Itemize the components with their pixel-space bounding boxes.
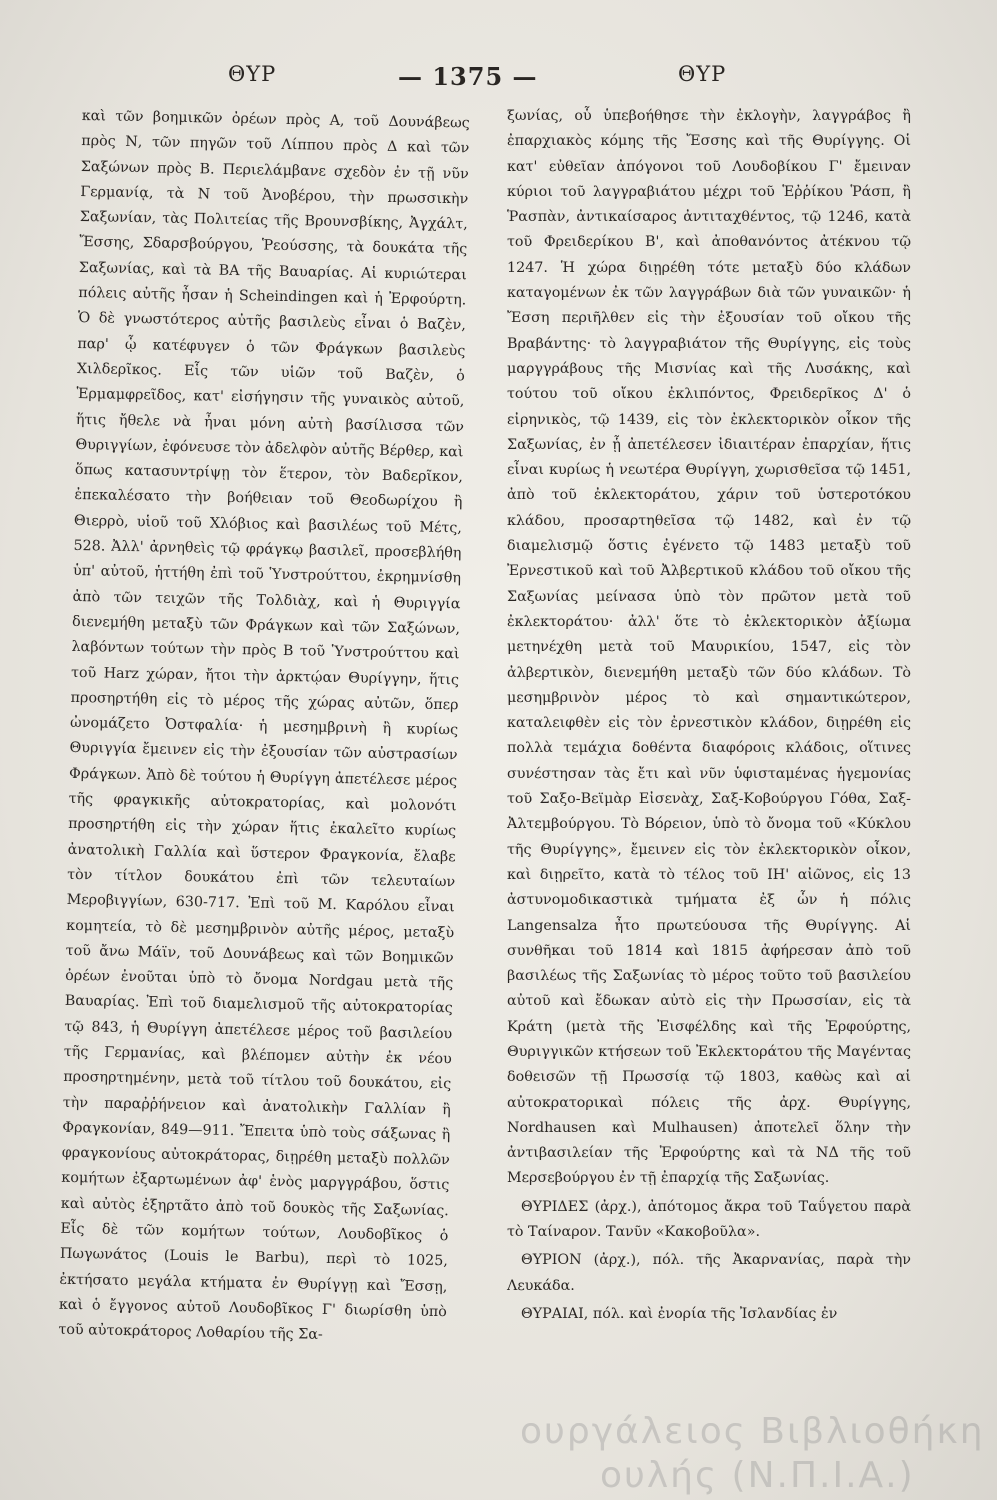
left-column xyxy=(58,104,470,1351)
page-header xyxy=(0,62,997,98)
page-number: — 1375 — xyxy=(398,62,538,91)
right-column xyxy=(507,104,911,1327)
running-head-left: ΘΥΡ xyxy=(228,62,277,86)
left-column-text: καὶ τῶν βοημικῶν ὀρέων πρὸς Α, τοῦ Δουνάβεως πρὸς Ν, τῶν πηγῶν τοῦ Λίππου πρὸς Δ καὶ τῶν Σαξώνων πρὸς Β. Περιελάμβανε σχεδὸν ἐν τῇ νῦν Γερμανίᾳ, τὰ Ν τοῦ Ἀνοβέρου, τὴν πρωσσικὴν Σαξωνίαν, τὰς Πολιτείας τῆς Βρουνσβίκης, Ἀγχάλτ, Ἔσσης, Σδαρσβούργου, Ῥεούσσης, τὰ δουκάτα τῆς Σαξωνίας, καὶ τὰ ΒΑ τῆς Βαυαρίας. Αἱ κυριώτεραι πόλεις αὐτῆς ἦσαν ἡ Scheindingen καὶ ἡ Ἐρφούρτη. Ὁ δὲ γνωστότερος αὐτῆς βασιλεὺς εἶναι ὁ Βαζὲν, παρ' ᾧ κατέφυγεν ὁ τῶν Φράγκων βασιλεὺς Χιλδερῖκος. Εἷς τῶν υἱῶν τοῦ Βαζὲν, ὁ Ἑρμαμφρεῖδος, κατ' εἰσήγησιν τῆς γυναικὸς αὐτοῦ, ἥτις ἤθελε νὰ ἦναι μόνη αὐτὴ βασίλισσα τῶν Θυριγγίων, ἐφόνευσε τὸν ἀδελφὸν αὐτῆς Βέρθερ, καὶ ὅπως κατασυντρίψῃ τὸν ἕτερον, τὸν Βαδερῖκον, ἐπεκαλέσατο τὴν βοήθειαν τοῦ Θεοδωρίχου ἢ Θιερρὸ, υἱοῦ τοῦ Χλόβιος καὶ βασιλέως τοῦ Μέτς, 528. Ἀλλ' ἀρνηθεὶς τῷ φράγκῳ βασιλεῖ, προσεβλήθη ὑπ' αὐτοῦ, ἡττήθη ἐπὶ τοῦ Ὑνστρούττου, ἐκρημνίσθη ἀπὸ τῶν τειχῶν τῆς Τολδιὰχ, καὶ ἡ Θυριγγία διενεμήθη μεταξὺ τῶν Φράγκων καὶ τῶν Σαξώνων, λαβόντων τούτων τὴν πρὸς Β τοῦ Ὑνστρούττου καὶ τοῦ Harz χώραν, ἤτοι τὴν ἀρκτῴαν Θυρίγγην, ἥτις προσηρτήθη εἰς τὸ μέρος τῆς χώρας αὐτῶν, ὅπερ ὠνομάζετο Ὀστφαλία· ἡ μεσημβρινὴ ἢ κυρίως Θυριγγία ἔμεινεν εἰς τὴν ἐξουσίαν τῶν αὐστρασίων Φράγκων. Ἀπὸ δὲ τούτου ἡ Θυρίγγη ἀπετέλεσε μέρος τῆς φραγκικῆς αὐτοκρατορίας, καὶ μολονότι προσηρτήθη εἰς τὴν χώραν ἥτις ἐκαλεῖτο κυρίως ἀνατολικὴ Γαλλία καὶ ὕστερον Φραγκονία, ἔλαβε τὸν τίτλον δουκάτου ἐπὶ τῶν τελευταίων Μεροβιγγίων, 630-717. Ἐπὶ τοῦ Μ. Καρόλου εἶναι κομητεία, τὸ δὲ μεσημβρινὸν αὐτῆς μέρος, μεταξὺ τοῦ ἄνω Μάϊν, τοῦ Δουνάβεως καὶ τῶν Βοημικῶν ὀρέων ἐνοῦται ὑπὸ τὸ ὄνομα Nordgau μετὰ τῆς Βαυαρίας. Ἐπὶ τοῦ διαμελισμοῦ τῆς αὐτοκρατορίας τῷ 843, ἡ Θυρίγγη ἀπετέλεσε μέρος τοῦ βασιλείου τῆς Γερμανίας, καὶ βλέπομεν αὐτὴν ἐκ νέου προσηρτημένην, μετὰ τοῦ τίτλου τοῦ δουκάτου, εἰς τὴν παραῤῥήνειον καὶ ἀνατολικὴν Γαλλίαν ἢ Φραγκονίαν, 849—911. Ἔπειτα ὑπὸ τοὺς σάξωνας ἢ φραγκονίους αὐτοκράτορας, διῃρέθη μεταξὺ πολλῶν κομήτων ἐξαρτωμένων ἀφ' ἑνὸς μαργγράβου, ὅστις καὶ αὐτὸς ἐξηρτᾶτο ἀπὸ τοῦ δουκὸς τῆς Σαξωνίας. Εἷς δὲ τῶν κομήτων τούτων, Λουδοβῖκος ὁ Πωγωνάτος (Louis le Barbu), περὶ τὸ 1025, ἐκτήσατο μεγάλα κτήματα ἐν Θυρίγγῃ καὶ Ἔσσῃ, καὶ ὁ ἔγγονος αὐτοῦ Λουδοβῖκος Γ' διωρίσθη ὑπὸ τοῦ αὐτοκράτορος Λοθαρίου τῆς Σα- xyxy=(58,107,470,1344)
entry-thyrides: ΘΥΡΙΔΕΣ (ἀρχ.), ἀπότομος ἄκρα τοῦ Ταΰγετου παρὰ τὸ Ταίναρον. Τανῦν «Κακοβοῦλα». xyxy=(507,1198,911,1241)
library-watermark xyxy=(520,1410,985,1498)
right-column-text: ξωνίας, οὗ ὑπεβοήθησε τὴν ἐκλογὴν, λαγγράβος ἢ ἐπαρχιακὸς κόμης τῆς Ἔσσης καὶ τῆς Θυρίγγης. Οἱ κατ' εὐθεῖαν ἀπόγονοι τοῦ Λουδοβίκου Γ' ἔμειναν κύριοι τοῦ λαγγραβιάτου μέχρι τοῦ Ἑῤῥίκου Ῥάσπ, ἢ Ῥασπὰν, ἀντικαίσαρος ἀντιταχθέντος, τῷ 1246, κατὰ τοῦ Φρειδερίκου Β', καὶ ἀποθανόντος ἀτέκνου τῷ 1247. Ἡ χώρα διῃρέθη τότε μεταξὺ δύο κλάδων καταγομένων ἐκ τῶν λαγγράβων διὰ τῶν γυναικῶν· ἡ Ἔσση περιῆλθεν εἰς τὴν ἐξουσίαν τοῦ οἴκου τῆς Βραβάντης· τὸ λαγγραβιάτον τῆς Θυρίγγης, εἰς τοὺς μαργγράβους τῆς Μισνίας καὶ τῆς Λυσάκης, καὶ τούτου τοῦ οἴκου ἐκλιπόντος, Φρειδερῖκος Δ' ὁ εἰρηνικὸς, τῷ 1439, εἰς τὸν ἐκλεκτορικὸν οἶκον τῆς Σαξωνίας, ἐν ᾗ ἀπετέλεσεν ἰδιαιτέραν ἐπαρχίαν, ἥτις εἶναι κυρίως ἡ νεωτέρα Θυρίγγη, χωρισθεῖσα τῷ 1451, ἀπὸ τοῦ ἐκλεκτοράτου, χάριν τοῦ ὑστεροτόκου κλάδου, προσαρτηθεῖσα τῷ 1482, καὶ ἐν τῷ διαμελισμῷ ὅστις ἐγένετο τῷ 1483 μεταξὺ τοῦ Ἐρνεστικοῦ καὶ τοῦ Ἀλβερτικοῦ κλάδου τοῦ οἴκου τῆς Σαξωνίας μείνασα ὑπὸ τὸν πρῶτον μετὰ τοῦ ἐκλεκτοράτου· ἀλλ' ὅτε τὸ ἐκλεκτορικὸν ἀξίωμα μετηνέχθη μετὰ τοῦ Μαυρικίου, 1547, εἰς τὸν ἀλβερτικὸν, διενεμήθη μεταξὺ τῶν δύο κλάδων. Τὸ μεσημβρινὸν μέρος τὸ καὶ σημαντικώτερον, καταλειφθὲν εἰς τὸν ἐρνεστικὸν κλάδον, διῃρέθη εἰς πολλὰ τεμάχια δοθέντα διαφόροις κλάδοις, οἵτινες συνέστησαν τὰς ἔτι καὶ νῦν ὑφισταμένας ἡγεμονίας τοῦ Σαξο-Βεϊμὰρ Εἰσενὰχ, Σαξ-Κοβούργου Γόθα, Σαξ-Ἀλτεμβούργου. Τὸ Βόρειον, ὑπὸ τὸ ὄνομα τοῦ «Κύκλου τῆς Θυρίγγης», ἔμεινεν εἰς τὸν ἐκλεκτορικὸν οἶκον, καὶ διῃρεῖτο, κατὰ τὸ τέλος τοῦ ΙΗ' αἰῶνος, εἰς 13 ἀστυνομοδικαστικὰ τμήματα ἐξ ὧν ἡ πόλις Langensalza ἦτο πρωτεύουσα τῆς Θυρίγγης. Αἱ συνθῆκαι τοῦ 1814 καὶ 1815 ἀφήρεσαν ἀπὸ τοῦ βασιλέως τῆς Σαξωνίας τὸ μέρος τοῦτο τοῦ βασιλείου αὐτοῦ καὶ ἔδωκαν αὐτὸ εἰς τὴν Πρωσσίαν, εἰς τὰ Κράτη (μετὰ τῆς Ἐισφέλδης καὶ τῆς Ἐρφούρτης, Θυριγγικῶν κτήσεων τοῦ Ἐκλεκτοράτου τῆς Μαγέντας δοθεισῶν τῇ Πρωσσίᾳ τῷ 1803, καθὼς καὶ αἱ αὐτοκρατορικαὶ πόλεις τῆς ἀρχ. Θυρίγγης, Nordhausen καὶ Mulhausen) ἀποτελεῖ ὅλην τὴν ἀντιβασιλείαν τῆς Ἐρφούρτης καὶ τὰ ΝΔ τῆς τοῦ Μερσεβούργου ἐν τῇ ἐπαρχίᾳ τῆς Σαξωνίας. xyxy=(507,108,911,1187)
watermark-line-2: ουλής (Ν.Π.Ι.Α.) xyxy=(600,1455,915,1496)
watermark-line-1: ουργάλειος Βιβλιοθήκη xyxy=(520,1411,985,1452)
entry-thyrion: ΘΥΡΙΟΝ (ἀρχ.), πόλ. τῆς Ἀκαρνανίας, παρὰ τὴν Λευκάδα. xyxy=(507,1252,911,1294)
entry-thyrali: ΘΥΡΑΙΑΙ, πόλ. καὶ ἐνορία τῆς Ἰσλανδίας ἐν xyxy=(521,1305,838,1322)
running-head-right: ΘΥΡ xyxy=(678,62,727,86)
